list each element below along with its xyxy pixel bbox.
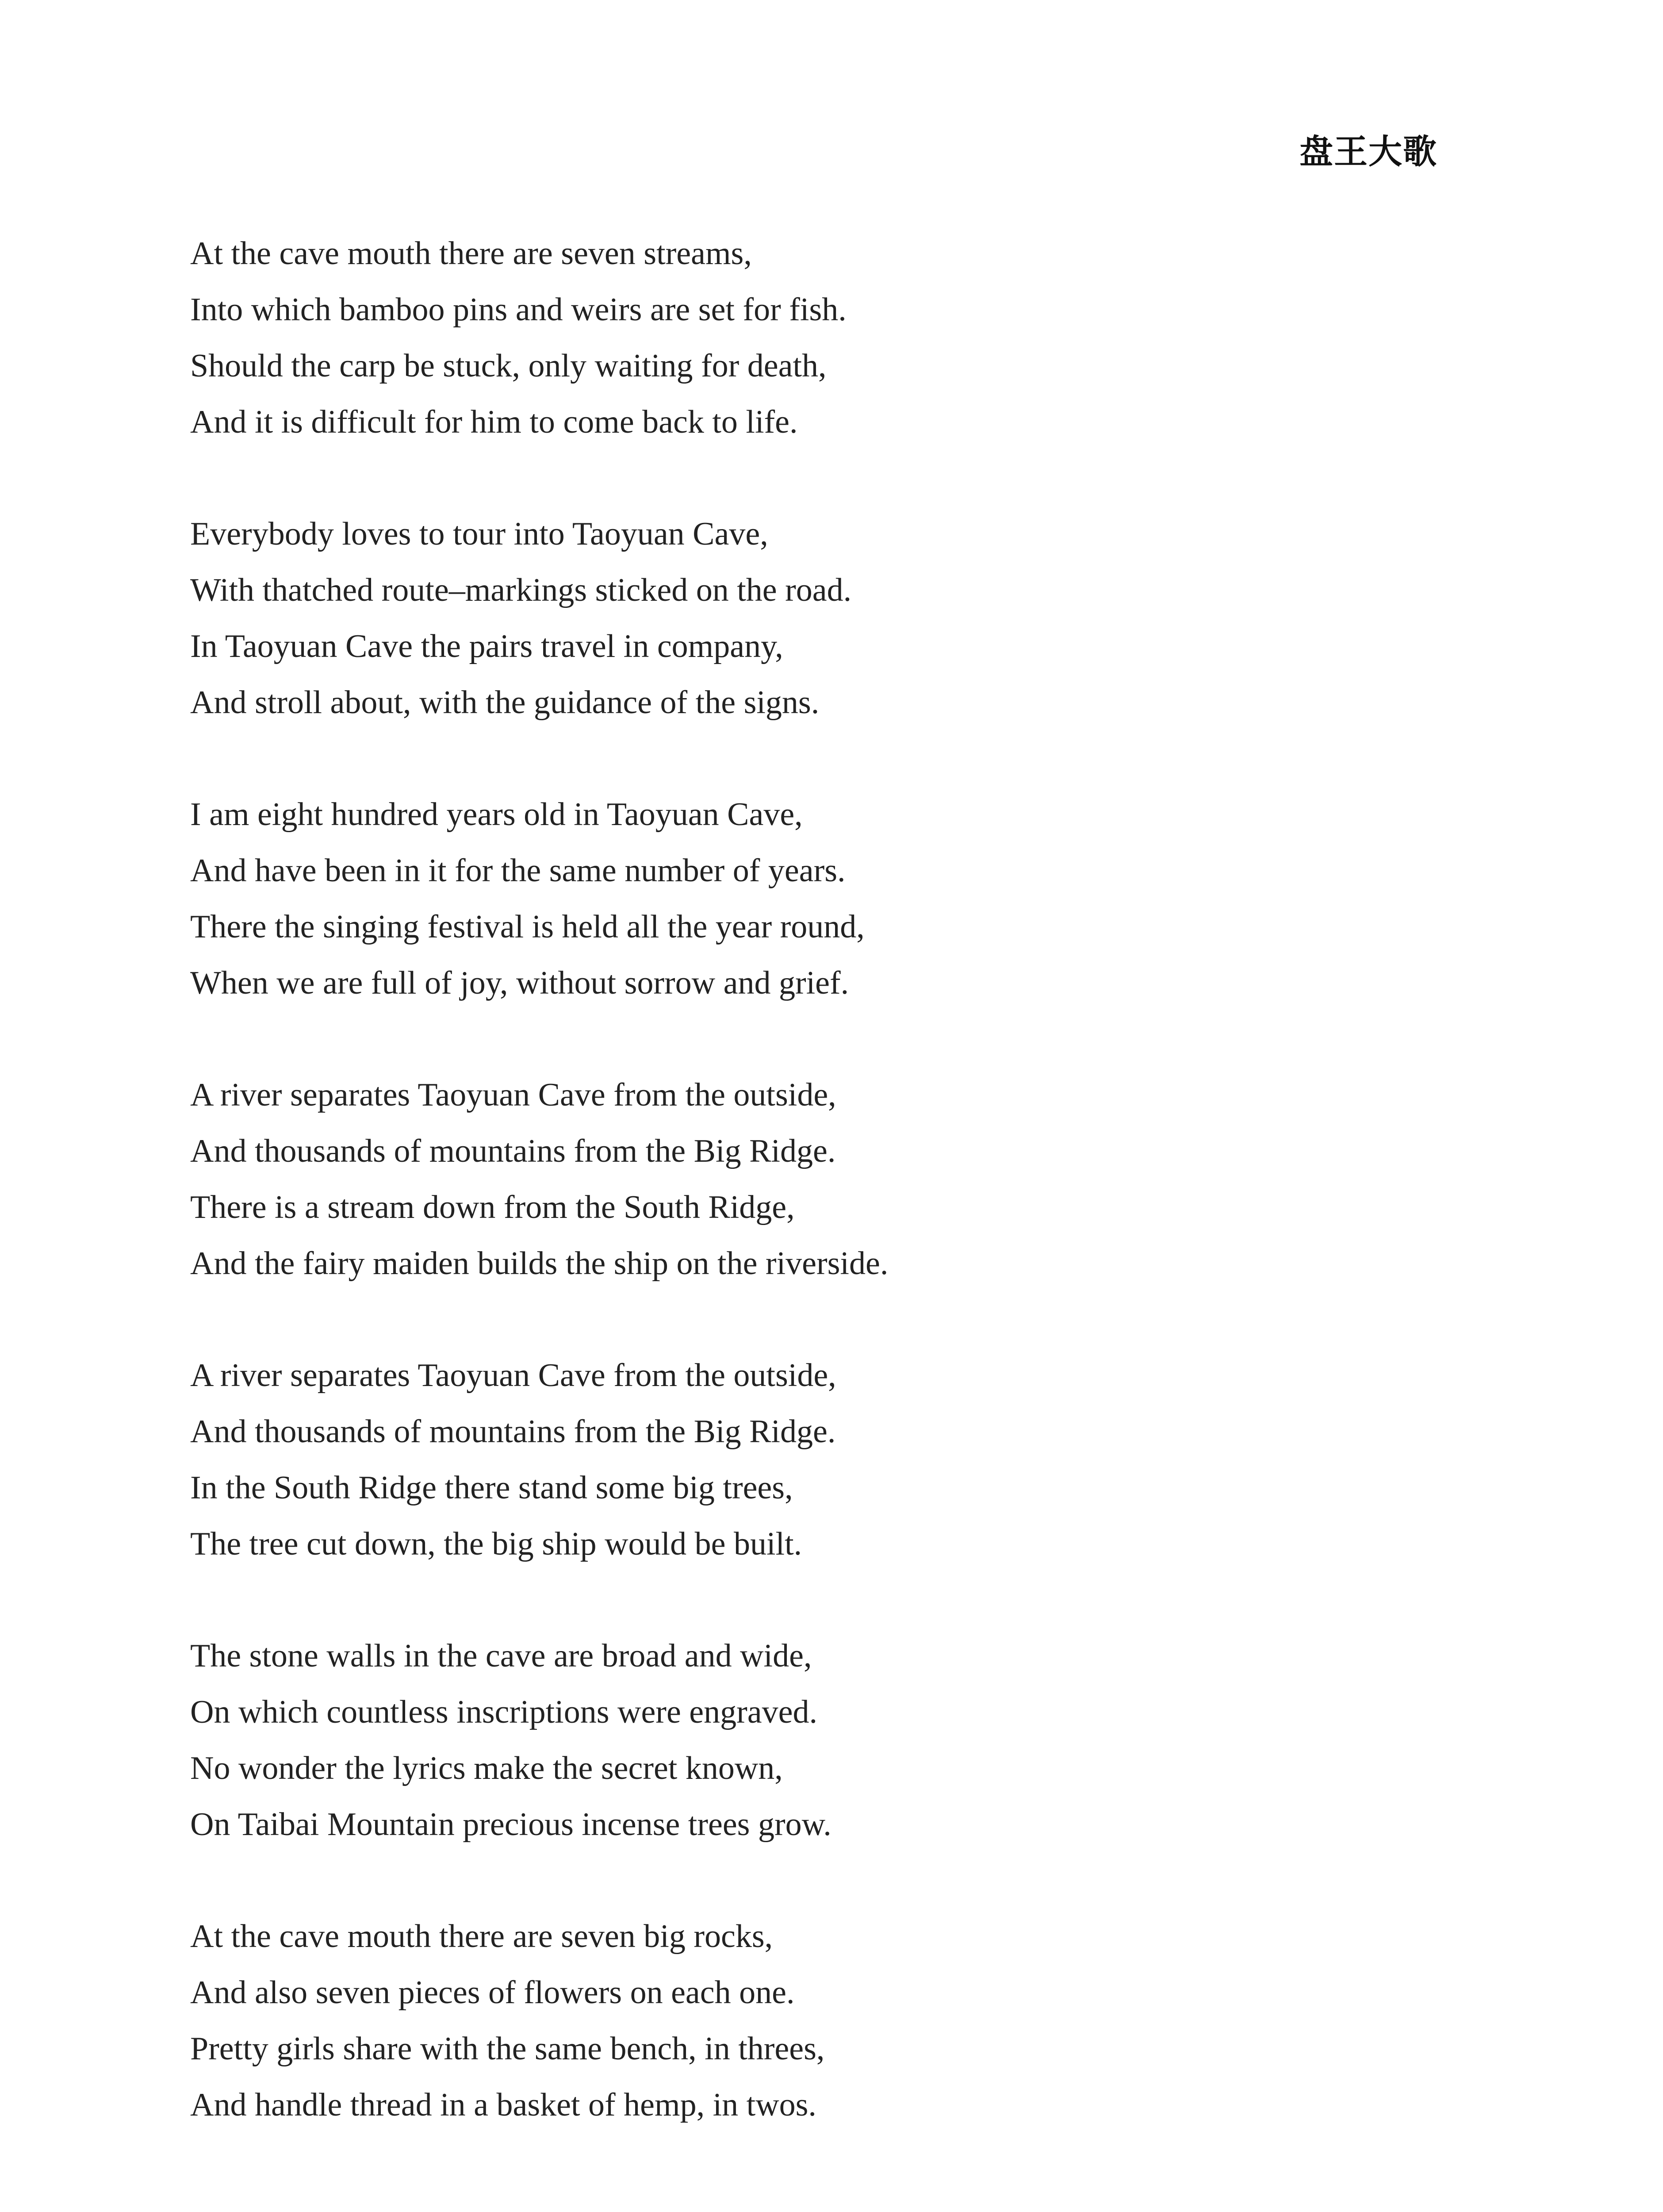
poem-line: And the fairy maiden builds the ship on the riverside. [190, 1245, 889, 1282]
poem-line: And thousands of mountains from the Big Ridge. [190, 1413, 836, 1450]
stanza-2 [190, 506, 1473, 731]
poem-line: Everybody loves to tour into Taoyuan Cave, [190, 516, 768, 552]
poem-line: And also seven pieces of flowers on each one. [190, 1974, 795, 2011]
stanza-4 [190, 1067, 1473, 1292]
poem-line: A river separates Taoyuan Cave from the outside, [190, 1077, 836, 1113]
poem-line: I am eight hundred years old in Taoyuan Cave, [190, 796, 803, 833]
stanza-3 [190, 787, 1473, 1011]
poem-line: Should the carp be stuck, only waiting for death, [190, 348, 827, 384]
poem-line: There is a stream down from the South Ridge, [190, 1189, 795, 1225]
running-header-title: 盘王大歌 [1299, 132, 1437, 171]
poem-line: At the cave mouth there are seven streams, [190, 235, 752, 272]
poem-line: When we are full of joy, without sorrow and grief. [190, 965, 849, 1001]
poem-line: In the South Ridge there stand some big trees, [190, 1470, 793, 1506]
stanza-5 [190, 1348, 1473, 1572]
poem-line: Pretty girls share with the same bench, in threes, [190, 2031, 825, 2067]
poem-line: The tree cut down, the big ship would be built. [190, 1526, 802, 1562]
poem-line: In Taoyuan Cave the pairs travel in company, [190, 628, 783, 664]
poem-line: And handle thread in a basket of hemp, in twos. [190, 2087, 816, 2123]
poem-body [190, 226, 1473, 2189]
poem-line: With thatched route–markings sticked on the road. [190, 572, 852, 608]
poem-line: No wonder the lyrics make the secret known, [190, 1750, 783, 1786]
poem-line: On Taibai Mountain precious incense trees grow. [190, 1806, 832, 1843]
poem-line: And it is difficult for him to come back to life. [190, 404, 798, 440]
poem-line: Into which bamboo pins and weirs are set for fish. [190, 292, 847, 328]
poem-line: And stroll about, with the guidance of the signs. [190, 684, 820, 721]
poem-line: And have been in it for the same number of years. [190, 853, 846, 889]
poem-line: At the cave mouth there are seven big rocks, [190, 1918, 773, 1955]
poem-line: On which countless inscriptions were engraved. [190, 1694, 817, 1730]
poem-line: A river separates Taoyuan Cave from the outside, [190, 1357, 836, 1394]
poem-line: And thousands of mountains from the Big Ridge. [190, 1133, 836, 1169]
poem-line: There the singing festival is held all the year round, [190, 909, 865, 945]
poem-line: The stone walls in the cave are broad and wide, [190, 1638, 812, 1674]
stanza-7 [190, 1909, 1473, 2133]
stanza-1 [190, 226, 1473, 450]
stanza-6 [190, 1628, 1473, 1853]
